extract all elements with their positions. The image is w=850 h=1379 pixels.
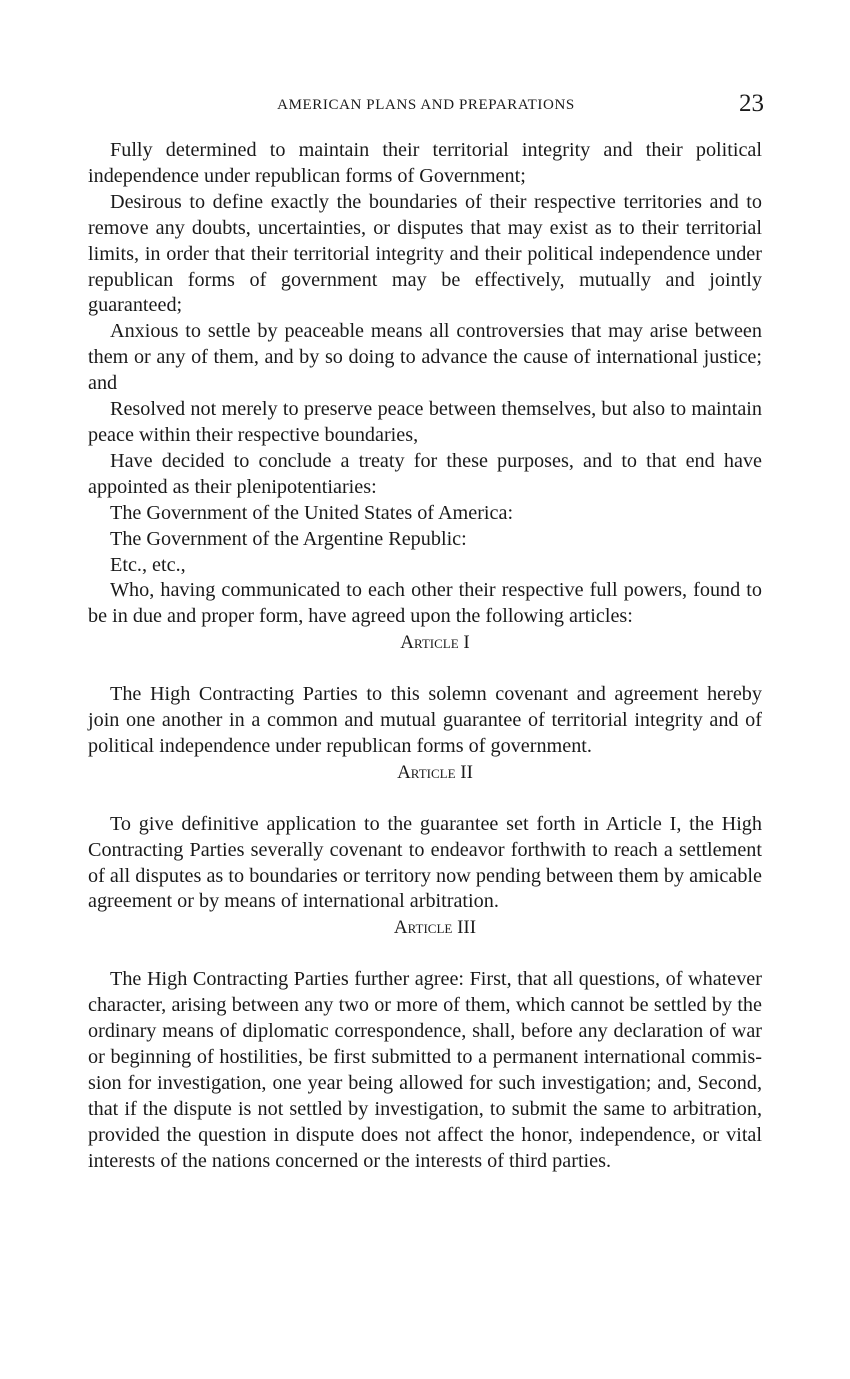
spacer [88, 656, 762, 682]
running-head [88, 90, 764, 122]
preamble-paragraph: The Government of the Argentine Republic: [110, 527, 467, 550]
spacer [88, 941, 762, 967]
page-number: 23 [739, 90, 764, 117]
article-paragraph: To give definitive application to the guarantee set forth in Article I, the High Contracting Parties severally covenant to endeavor forthwith to reach a settlement of all disputes as to boundaries or territory now pending between them by amicable agreement or by means of international arbitration. [88, 812, 762, 913]
preamble-paragraph: Resolved not merely to preserve peace between themselves, but also to maintain peace within their respective boundaries, [88, 398, 762, 446]
preamble-paragraph: Fully determined to maintain their territorial integrity and their political independence under republican forms of Government; [88, 139, 762, 187]
article-paragraph: The High Contracting Parties further agree: First, that all questions, of whatever character, arising between any two or more of them, which cannot be settled by the ordinary means of diplomatic correspondence, shall, before any declaration of war or beginning of hostilities, be first submitted to a permanent international commission for investigation, one year being allowed for such investigation; and, Second, that if the dispute is not settled by investigation, to submit the same to arbitration, provided the question in dispute does not affect the honor, independence, or vital interests of the nations concerned or the interests of third parties. [88, 968, 762, 1172]
preamble-paragraph: Desirous to define exactly the boundaries of their respective territories and to remove any doubts, uncertainties, or disputes that may exist as to their territorial limits, in order that their territorial integrity and their political independence under republican forms of government may be effectively, mutually and jointly guaranteed; [88, 190, 762, 317]
preamble-paragraph: Have decided to conclude a treaty for these purposes, and to that end have appointed as their plenipotentiaries: [88, 449, 762, 498]
preamble-paragraph: Who, having communicated to each other their respective full powers, found to be in due and proper form, have agreed upon the following articles: [88, 579, 762, 628]
article-heading: Article I [400, 632, 470, 654]
running-title: AMERICAN PLANS AND PREPARATIONS [277, 97, 575, 113]
preamble-paragraph: The Government of the United States of America: [110, 501, 514, 524]
article-heading: Article III [393, 917, 477, 939]
preamble-paragraph: Anxious to settle by peaceable means all controversies that may arise between them or any of them, and by so doing to advance the cause of international justice; and [88, 320, 762, 395]
spacer [88, 786, 762, 812]
article-heading: Article II [397, 761, 473, 783]
preamble-paragraph: Etc., etc., [110, 553, 186, 576]
article-paragraph: The High Contracting Parties to this solemn covenant and agreement hereby join one another in a common and mutual guarantee of territorial integrity and of political independence under republican forms of government. [88, 683, 762, 757]
body-text [88, 138, 762, 1175]
